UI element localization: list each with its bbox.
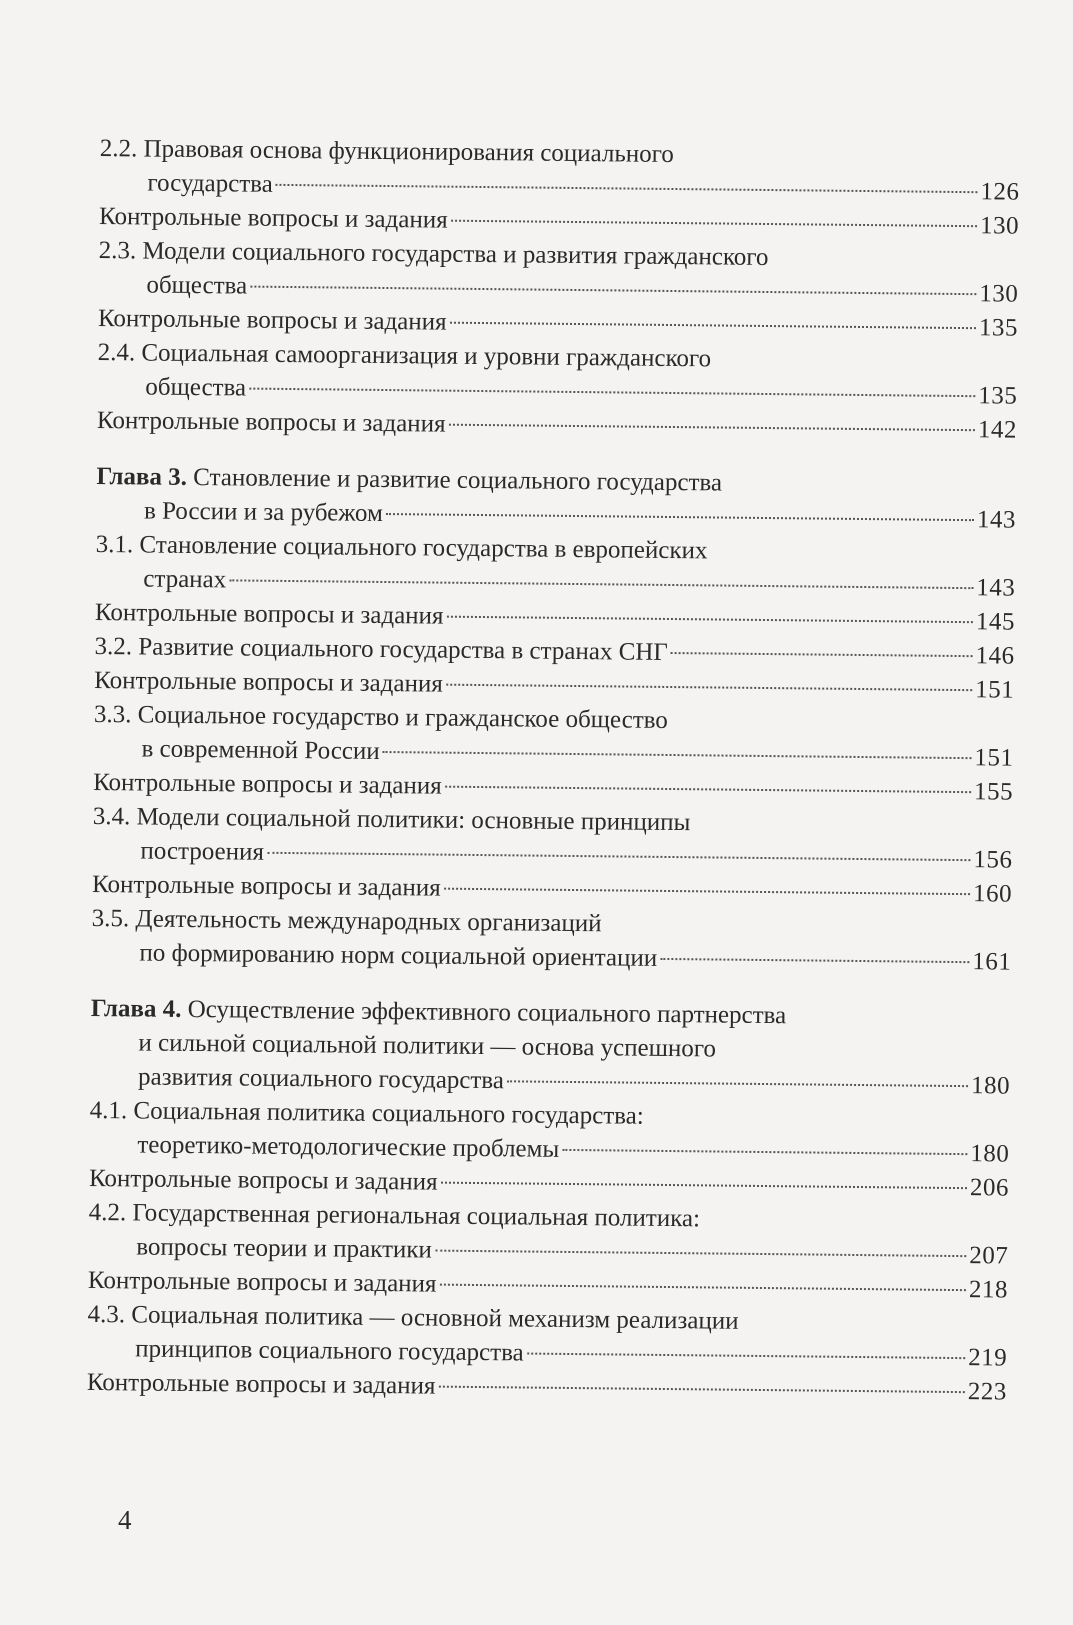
page-ref: 135 — [978, 382, 1018, 410]
toc-entry — [95, 528, 1016, 606]
dot-leader — [250, 286, 976, 296]
toc-entry — [88, 1196, 1009, 1274]
toc-entry — [98, 234, 1019, 312]
dot-leader — [276, 184, 978, 193]
page-ref: 130 — [979, 280, 1019, 308]
toc-entry — [93, 698, 1014, 776]
dot-leader — [449, 424, 975, 432]
section-number: 3.3. — [93, 700, 132, 729]
section-number: 2.2. — [99, 134, 138, 163]
page-ref: 160 — [972, 880, 1013, 908]
toc-title-text: Контрольные вопросы и задания — [86, 1368, 436, 1400]
toc-title-text: государства — [147, 169, 273, 198]
dot-leader — [267, 852, 970, 861]
section-number: 4.3. — [87, 1300, 126, 1329]
page-ref: 130 — [979, 212, 1020, 240]
dot-leader — [441, 1182, 967, 1190]
dot-leader — [445, 786, 971, 794]
dot-leader — [507, 1080, 968, 1087]
dot-leader — [527, 1353, 965, 1360]
toc-title-text: и сильной социальной политики — основа успешного — [138, 1029, 717, 1063]
toc-title-text: Контрольные вопросы и задания — [91, 870, 441, 902]
page-ref: 143 — [976, 506, 1017, 534]
page-number: 4 — [118, 1505, 132, 1535]
dot-leader — [249, 388, 975, 398]
toc-entry — [97, 336, 1018, 414]
toc-title-text: Становление социального государства в европейских — [139, 531, 708, 565]
chapter-number: Глава 4. — [90, 994, 182, 1023]
chapter-number: Глава 3. — [96, 462, 188, 491]
page-ref: 146 — [975, 642, 1015, 670]
page-ref: 126 — [980, 178, 1020, 206]
dot-leader — [450, 322, 976, 330]
dot-leader — [435, 1250, 966, 1258]
page-ref: 180 — [970, 1072, 1011, 1100]
dot-leader — [451, 220, 977, 228]
section-number: 3.4. — [92, 802, 131, 831]
dot-leader — [562, 1149, 967, 1155]
page-ref: 151 — [975, 676, 1015, 704]
toc-entry — [89, 1094, 1010, 1172]
toc-title-text: Контрольные вопросы и задания — [94, 598, 444, 630]
dot-leader — [229, 579, 973, 589]
page-ref: 207 — [969, 1242, 1009, 1270]
toc-title-text: Деятельность международных организаций — [135, 905, 602, 938]
section-number: 4.1. — [89, 1096, 128, 1125]
page-ref: 219 — [968, 1344, 1008, 1372]
toc-title-text: Становление и развитие социального государства — [193, 463, 723, 497]
toc-title-text: по формированию норм социальной ориентации — [139, 939, 658, 972]
toc-title-text: Контрольные вопросы и задания — [98, 202, 448, 234]
page-ref: 155 — [973, 778, 1014, 806]
toc-title-text: странах — [143, 565, 227, 594]
toc-title-text: Контрольные вопросы и задания — [96, 406, 446, 438]
toc-title-text: Контрольные вопросы и задания — [97, 304, 447, 336]
dot-leader — [383, 751, 972, 759]
page-ref: 161 — [972, 948, 1012, 976]
page-ref: 223 — [967, 1378, 1007, 1406]
page-ref: 218 — [968, 1276, 1009, 1304]
page-ref: 145 — [975, 608, 1016, 636]
toc-title-text: Контрольные вопросы и задания — [87, 1266, 437, 1298]
toc-title-text: Модели социальной политики: основные принципы — [136, 803, 691, 837]
dot-leader — [446, 684, 972, 692]
section-number: 3.2. — [94, 632, 133, 661]
toc-title-text: Социальная политика — основной механизм реализации — [131, 1301, 739, 1335]
toc-title-text: теоретико-методологические проблемы — [137, 1131, 560, 1163]
toc-title-text: Контрольные вопросы и задания — [88, 1164, 438, 1196]
toc-title-text: общества — [145, 373, 247, 402]
section-number: 3.1. — [95, 530, 134, 559]
toc-title-text: Социальная политика социального государства: — [133, 1097, 644, 1130]
page-ref: 151 — [974, 744, 1014, 772]
toc-title-text: Контрольные вопросы и задания — [94, 666, 443, 698]
toc-title-text: в современной России — [141, 735, 380, 765]
toc-title-text: Осуществление эффективного социального партнерства — [187, 995, 787, 1030]
toc-title-text: в России и за рубежом — [143, 497, 384, 527]
toc-title-text: Государственная региональная социальная политика: — [132, 1199, 701, 1233]
page-ref: 206 — [969, 1174, 1010, 1202]
toc-entry — [99, 132, 1020, 210]
page-ref: 143 — [976, 574, 1016, 602]
dot-leader — [444, 888, 970, 896]
section-number: 2.4. — [97, 338, 136, 367]
toc-entry — [87, 1298, 1008, 1376]
toc-title-text: развития социального государства — [137, 1063, 505, 1095]
toc-title-text: Социальное государство и гражданское общество — [137, 701, 669, 734]
toc-title-text: Социальная самоорганизация и уровни гражданского — [141, 339, 712, 373]
toc-chapter — [90, 992, 1011, 1104]
toc-entry — [91, 902, 1012, 980]
section-number: 2.3. — [98, 236, 137, 265]
section-number: 4.2. — [88, 1198, 127, 1227]
dot-leader — [438, 1386, 964, 1394]
dot-leader — [446, 616, 972, 624]
page-ref: 135 — [978, 314, 1019, 342]
toc-title-text: построения — [140, 837, 265, 866]
dot-leader — [660, 958, 969, 963]
page-ref: 142 — [977, 416, 1018, 444]
page-ref: 156 — [973, 846, 1013, 874]
dot-leader — [671, 652, 973, 657]
table-of-contents — [87, 132, 1020, 1410]
toc-title-text: Модели социального государства и развития гражданского — [142, 237, 769, 272]
toc-title-text: Правовая основа функционирования социального — [143, 135, 674, 169]
toc-title-text: Развитие социального государства в странах СНГ — [138, 633, 668, 666]
page-ref: 180 — [970, 1140, 1010, 1168]
toc-title-text: принципов социального государства — [135, 1335, 524, 1367]
section-number: 3.5. — [91, 904, 130, 933]
toc-title-text: Контрольные вопросы и задания — [93, 768, 442, 800]
dot-leader — [386, 513, 974, 521]
toc-entry — [92, 800, 1013, 878]
toc-title-text: вопросы теории и практики — [136, 1233, 433, 1264]
dot-leader — [440, 1284, 966, 1292]
toc-title-text: общества — [146, 271, 248, 300]
toc-chapter — [96, 460, 1017, 538]
